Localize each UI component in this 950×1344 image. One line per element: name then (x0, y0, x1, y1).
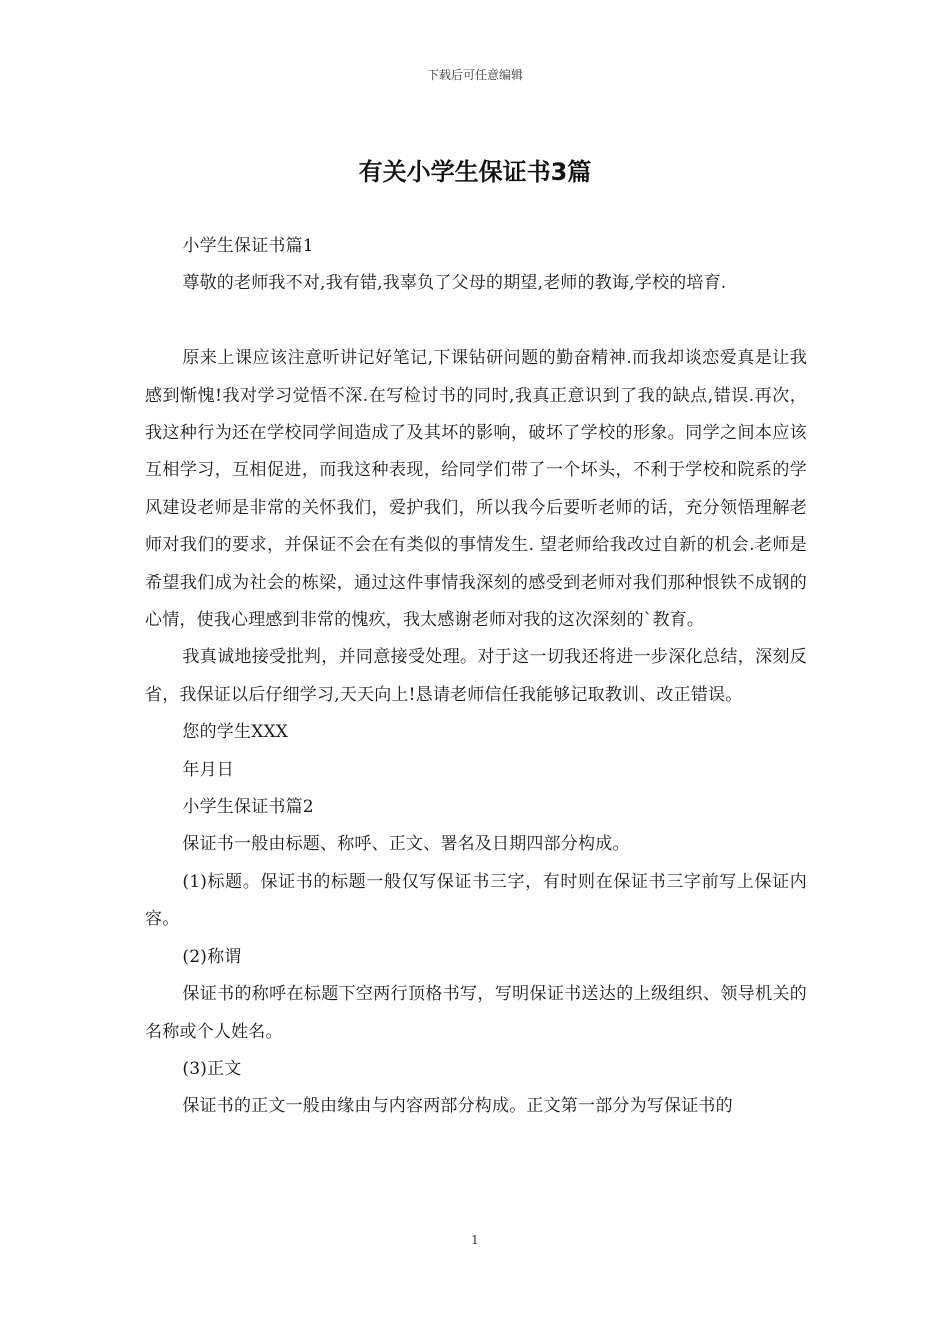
date-line: 年月日 (182, 759, 234, 780)
paragraph-main: 原来上课应该注意听讲记好笔记,下课钻研问题的勤奋精神.而我却谈恋爱真是让我感到惭愧!我对学习觉悟不深.在写检讨书的同时,我真正意识到了我的缺点,错误.再次，我这种行为还在学校同学间造成了及其坏的影响，破坏了学校的形象。同学之间本应该互相学习，互相促进，而我这种表现，给同学们带了一个坏头，不利于学校和院系的学风建设老师是非常的关怀我们，爱护我们，所以我今后要听老师的话，充分领悟理解老师对我们的要求，并保证不会在有类似的事情发生. 望老师给我改过自新的机会.老师是希望我们成为社会的栋梁，通过这件事情我深刻的感受到老师对我们那种恨铁不成钢的心情，使我心理感到非常的愧疚，我太感谢老师对我的这次深刻的`教育。 (145, 348, 807, 631)
page-number: 1 (471, 1233, 479, 1247)
document-title: 有关小学生保证书3篇 (358, 158, 592, 186)
section-heading-1: 小学生保证书篇1 (182, 236, 314, 256)
paragraph-salutation: 尊敬的老师我不对,我有错,我辜负了父母的期望,老师的教诲,学校的培育. (182, 273, 727, 294)
document-body (145, 228, 807, 1126)
subheading-body: (3)正文 (182, 1058, 242, 1079)
paragraph-structure: 保证书一般由标题、称呼、正文、署名及日期四部分构成。 (182, 834, 630, 855)
header-note: 下载后可任意编辑 (426, 68, 523, 82)
section-heading-2: 小学生保证书篇2 (182, 797, 314, 818)
paragraph-pledge: 我真诚地接受批判，并同意接受处理。对于这一切我还将进一步深化总结，深刻反省，我保证以后仔细学习,天天向上!恳请老师信任我能够记取教训、改正错误。 (145, 647, 807, 705)
paragraph-salutation-rule: 保证书的称呼在标题下空两行顶格书写，写明保证书送达的上级组织、领导机关的名称或个人姓名。 (145, 984, 807, 1042)
subheading-salutation: (2)称谓 (182, 946, 242, 967)
signature-line: 您的学生XXX (182, 722, 289, 743)
paragraph-body-rule: 保证书的正文一般由缘由与内容两部分构成。正文第一部分为写保证书的 (182, 1096, 733, 1117)
paragraph-title-rule: (1)标题。保证书的标题一般仅写保证书三字，有时则在保证书三字前写上保证内容。 (145, 871, 807, 930)
